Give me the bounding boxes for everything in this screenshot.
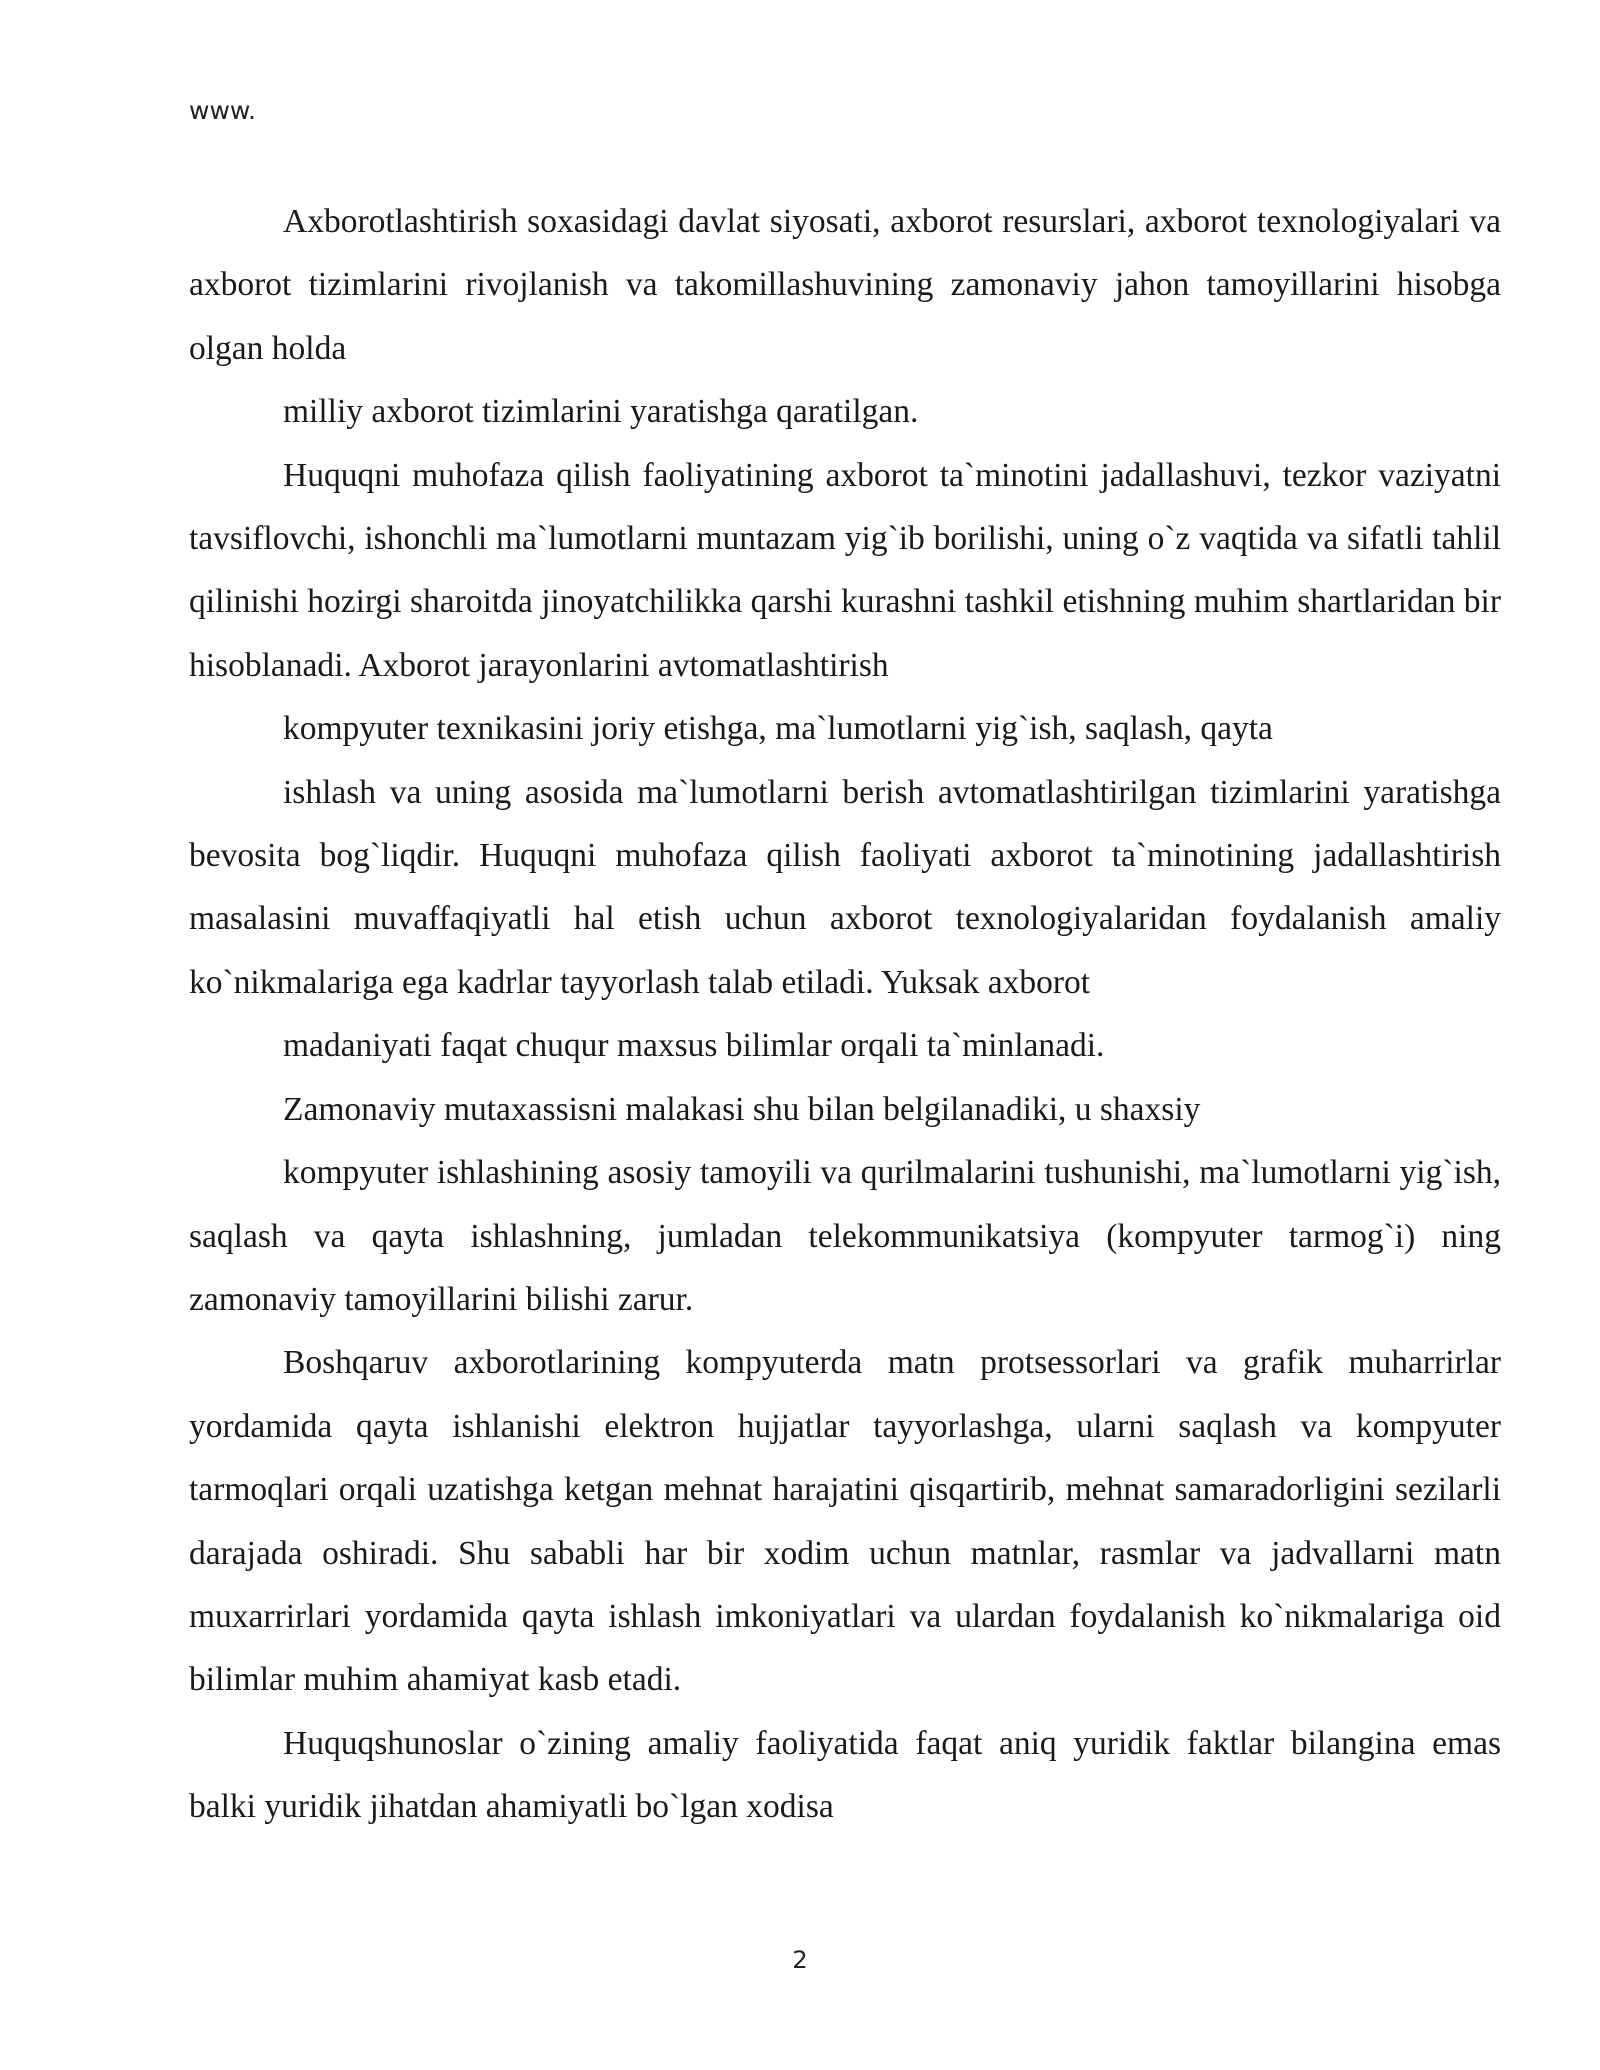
paragraph: Huquqshunoslar o`zining amaliy faoliyatida faqat aniq yuridik faktlar bilangina emas balki yuridik jihatdan ahamiyatli bo`lgan xodisa [189, 1724, 1501, 1826]
paragraph: ishlash va uning asosida ma`lumotlarni berish avtomatlashtirilgan tizimlarini yaratishga bevosita bog`liqdir. Huquqni muhofaza qilish faoliyati axborot ta`minotining jadallashtirish masalasini muvaffaqiyatli hal etish uchun axborot texnologiyalaridan foydalanish amaliy ko`nikmalariga ega kadrlar tayyorlash talab etiladi. Yuksak axborot [189, 773, 1501, 1001]
paragraph: milliy axborot tizimlarini yaratishga qaratilgan. [283, 393, 919, 431]
header-url: www. [189, 96, 256, 125]
page-number: 2 [792, 1946, 808, 1974]
paragraph: madaniyati faqat chuqur maxsus bilimlar orqali ta`minlanadi. [283, 1027, 1105, 1065]
paragraph: Zamonaviy mutaxassisni malakasi shu bilan belgilanadiki, u shaxsiy [283, 1090, 1201, 1128]
paragraph: Boshqaruv axborotlarining kompyuterda matn protsessorlari va grafik muharrirlar yordamida qayta ishlanishi elektron hujjatlar tayyorlashga, ularni saqlash va kompyuter tarmoqlari orqali uzatishga ketgan mehnat harajatini qisqartirib, mehnat samaradorligini sezilarli darajada oshiradi. Shu sababli har bir xodim uchun matnlar, rasmlar va jadvallarni matn muxarrirlari yordamida qayta ishlash imkoniyatlari va ulardan foydalanish ko`nikmalariga oid bilimlar muhim ahamiyat kasb etadi. [189, 1344, 1501, 1699]
paragraph: Axborotlashtirish soxasidagi davlat siyosati, axborot resurslari, axborot texnologiyalari va axborot tizimlarini rivojlanish va takomillashuvining zamonaviy jahon tamoyillarini hisobga olgan holda [189, 203, 1501, 367]
document-body [189, 190, 1501, 1839]
paragraph: kompyuter texnikasini joriy etishga, ma`lumotlarni yig`ish, saqlash, qayta [283, 710, 1273, 748]
paragraph: kompyuter ishlashining asosiy tamoyili va qurilmalarini tushunishi, ma`lumotlarni yig`ish, saqlash va qayta ishlashning, jumladan telekommunikatsiya (kompyuter tarmog`i) ning zamonaviy tamoyillarini bilishi zarur. [189, 1154, 1501, 1318]
paragraph: Huquqni muhofaza qilish faoliyatining axborot ta`minotini jadallashuvi, tezkor vaziyatni tavsiflovchi, ishonchli ma`lumotlarni muntazam yig`ib borilishi, uning o`z vaqtida va sifatli tahlil qilinishi hozirgi sharoitda jinoyatchilikka qarshi kurashni tashkil etishning muhim shartlaridan bir hisoblanadi. Axborot jarayonlarini avtomatlashtirish [189, 456, 1501, 684]
